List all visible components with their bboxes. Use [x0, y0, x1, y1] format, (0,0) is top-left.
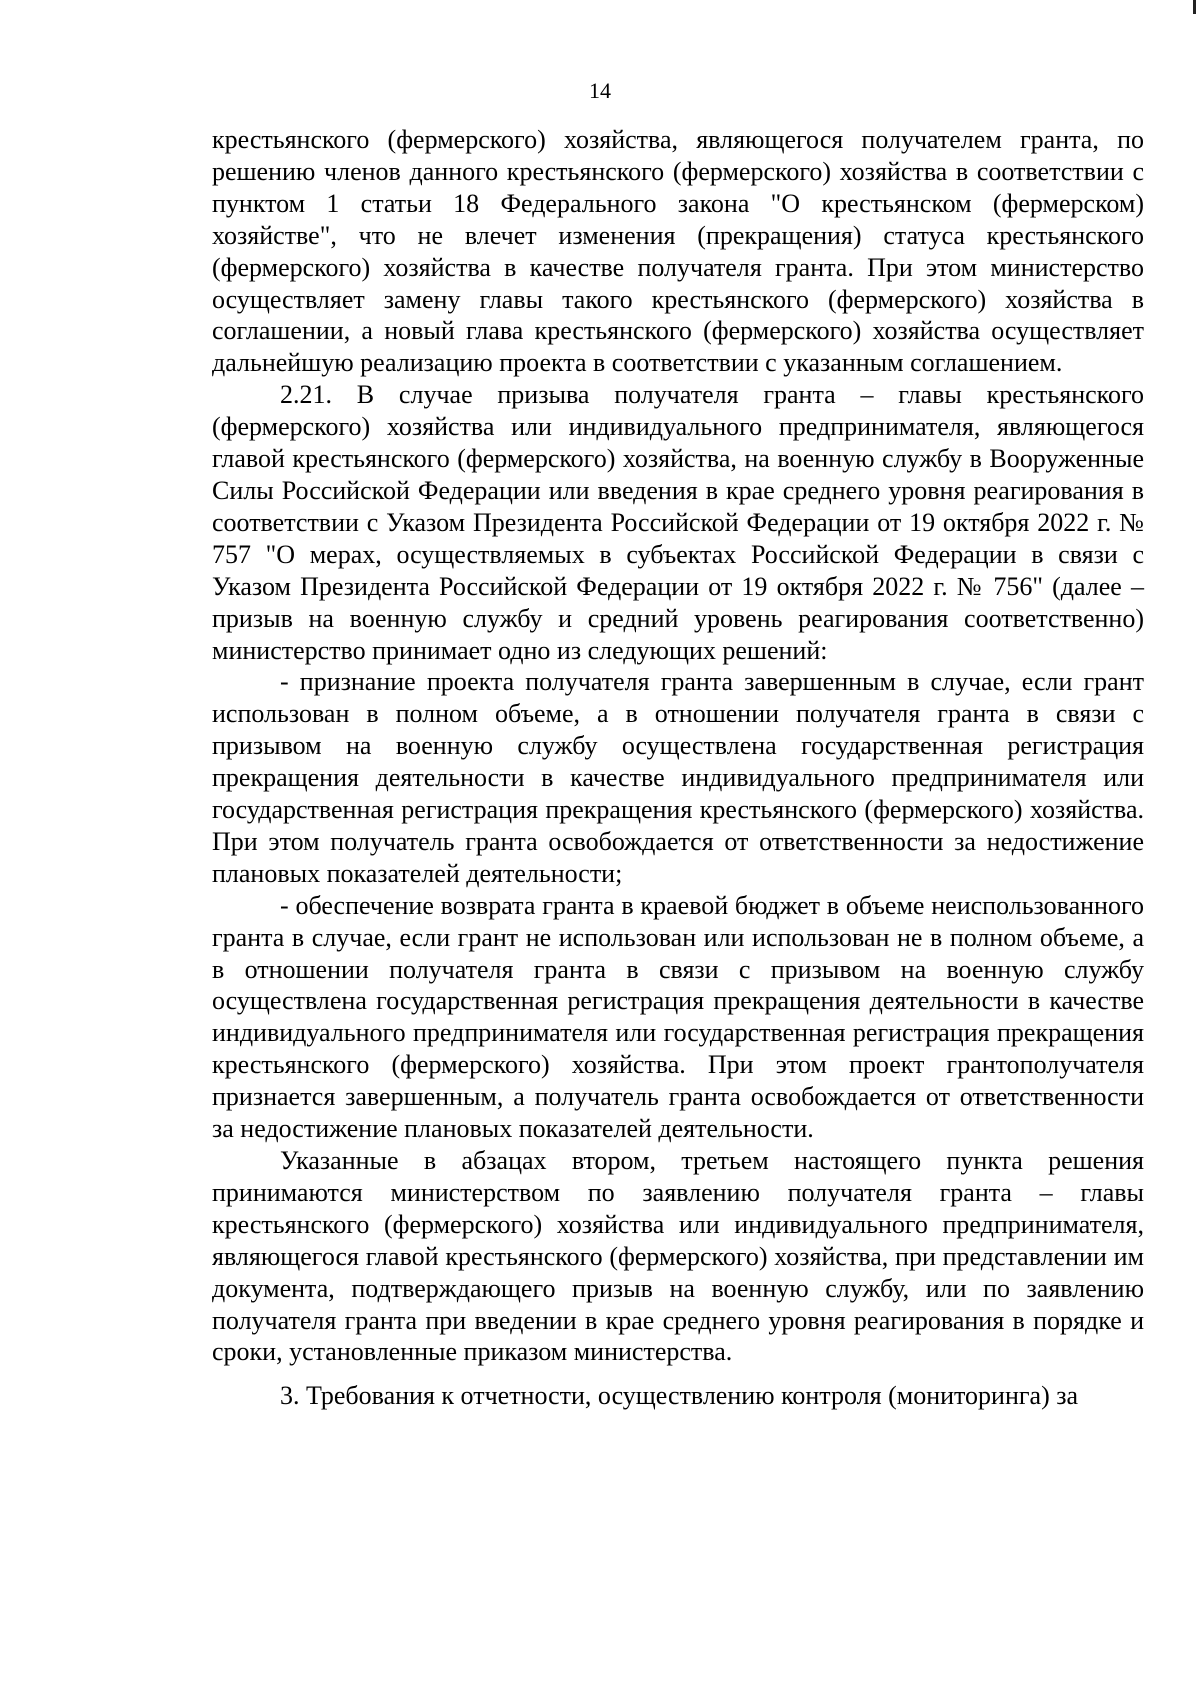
paragraph-list-item-2: - обеспечение возврата гранта в краевой бюджет в объеме неиспользованного гранта в случае, если грант не использован или использован не в полном объеме, а в отношении получателя гранта в связи с призывом на военную службу осуществлена государственная регистрация прекращения деятельности в качестве индивидуального предпринимателя или государственная регистрация прекращения крестьянского (фермерского) хозяйства. При этом проект грантополучателя признается завершенным, а получатель гранта освобождается от ответственности за недостижение плановых показателей деятельности.	[212, 890, 1144, 1144]
scan-edge-mark	[1193, 0, 1196, 14]
paragraph-clause-2-21: 2.21. В случае призыва получателя гранта – главы крестьянского (фермерского) хозяйства или индивидуального предпринимателя, являющегося главой крестьянского (фермерского) хозяйства, на военную службу в Вооруженные Силы Российской Федерации или введения в крае среднего уровня реагирования в соответствии с Указом Президента Российской Федерации от 19 октября 2022 г. № 757 "О мерах, осуществляемых в субъектах Российской Федерации в связи с Указом Президента Российской Федерации от 19 октября 2022 г. № 756" (далее – призыв на военную службу и средний уровень реагирования соответственно) министерство принимает одно из следующих решений:	[212, 380, 1144, 665]
paragraph-continuation: крестьянского (фермерского) хозяйства, являющегося получателем гранта, по решению членов данного крестьянского (фермерского) хозяйства в соответствии с пунктом 1 статьи 18 Федерального закона "О крестьянском (фермерском) хозяйстве", что не влечет изменения (прекращения) статуса крестьянского (фермерского) хозяйства в качестве получателя гранта. При этом министерство осуществляет замену главы такого крестьянского (фермерского) хозяйства в соглашении, а новый глава крестьянского (фермерского) хозяйства осуществляет дальнейшую реализацию проекта в соответствии с указанным соглашением.	[212, 125, 1144, 378]
section-heading: 3. Требования к отчетности, осуществлению контроля (мониторинга) за	[280, 1381, 1079, 1411]
paragraph-decisions-note: Указанные в абзацах втором, третьем настоящего пункта решения принимаются министерством по заявлению получателя гранта – главы крестьянского (фермерского) хозяйства или индивидуального предпринимателя, являющегося главой крестьянского (фермерского) хозяйства, при представлении им документа, подтверждающего призыв на военную службу, или по заявлению получателя гранта при введении в крае среднего уровня реагирования в порядке и сроки, установленные приказом министерства.	[212, 1146, 1144, 1367]
paragraph-list-item-1: - признание проекта получателя гранта завершенным в случае, если грант использован в полном объеме, а в отношении получателя гранта в связи с призывом на военную службу осуществлена государственная регистрация прекращения деятельности в качестве индивидуального предпринимателя или государственная регистрация прекращения крестьянского (фермерского) хозяйства. При этом получатель гранта освобождается от ответственности за недостижение плановых показателей деятельности;	[212, 667, 1144, 888]
document-body	[212, 124, 1144, 1412]
page-number: 14	[589, 78, 611, 103]
